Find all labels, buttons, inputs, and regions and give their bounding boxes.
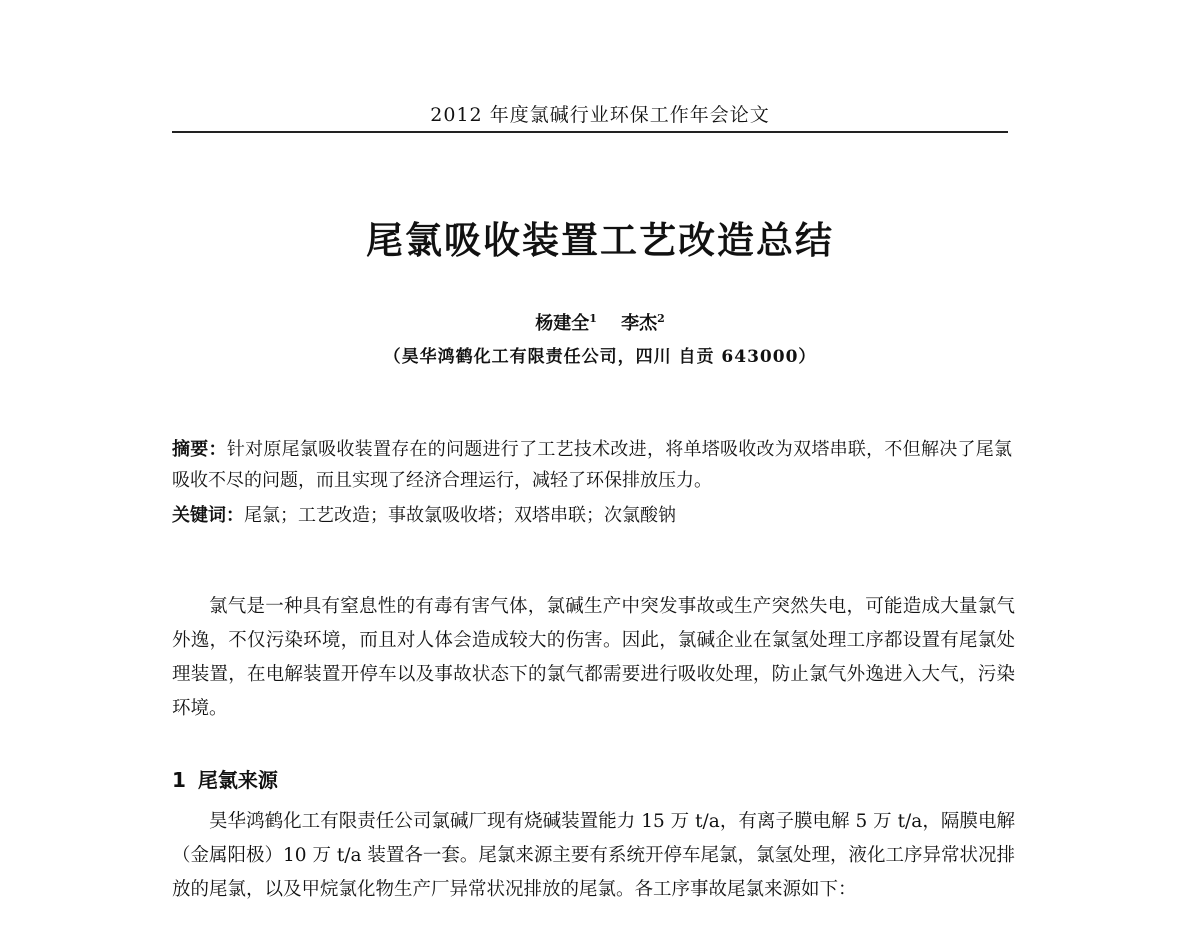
running-header: 2012 年度氯碱行业环保工作年会论文 [430,104,770,126]
author-2 [621,313,665,334]
intro-paragraph: 氯气是一种具有窒息性的有毒有害气体，氯碱生产中突发事故或生产突然失电，可能造成大量氯气外逸，不仅污染环境，而且对人体会造成较大的伤害。因此，氯碱企业在氯氢处理工序都设置有尾氯处理装置，在电解装置开停车以及事故状态下的氯气都需要进行吸收处理，防止氯气外逸进入大气，污染环境。 [172,596,1015,719]
section-1-number: 1 [172,768,186,792]
abstract [172,434,1012,496]
author-2-name: 李杰 [621,313,658,334]
section-1-title: 尾氯来源 [197,768,278,792]
abstract-label: 摘要： [172,439,227,460]
keywords-text: 尾氯；工艺改造；事故氯吸收塔；双塔串联；次氯酸钠 [244,505,676,526]
author-1-name: 杨建全 [535,313,590,334]
author-1-sup: 1 [589,312,597,325]
author-2-sup: 2 [657,312,665,325]
section-1-heading [172,764,278,793]
section-1-paragraph: 昊华鸿鹤化工有限责任公司氯碱厂现有烧碱装置能力 15 万 t/a，有离子膜电解 5 万 t/a，隔膜电解（金属阳极）10 万 t/a 装置各一套。尾氯来源主要有系统开停车尾氯，氯氢处理，液化工序异常状况排放的尾氯，以及甲烷氯化物生产厂异常状况排放的尾氯。各工序事故尾氯来源如下： [172,811,1015,900]
author-1 [535,313,597,334]
author-line [0,309,1200,335]
keywords-label: 关键词： [172,505,244,526]
affiliation: （昊华鸿鹤化工有限责任公司，四川 自贡 643000） [383,347,817,367]
abstract-text: 针对原尾氯吸收装置存在的问题进行了工艺技术改进，将单塔吸收改为双塔串联，不但解决了尾氯吸收不尽的问题，而且实现了经济合理运行，减轻了环保排放压力。 [172,439,1013,491]
paper-title: 尾氯吸收装置工艺改造总结 [366,219,834,262]
header-rule [172,131,1008,133]
keywords [172,500,1012,531]
